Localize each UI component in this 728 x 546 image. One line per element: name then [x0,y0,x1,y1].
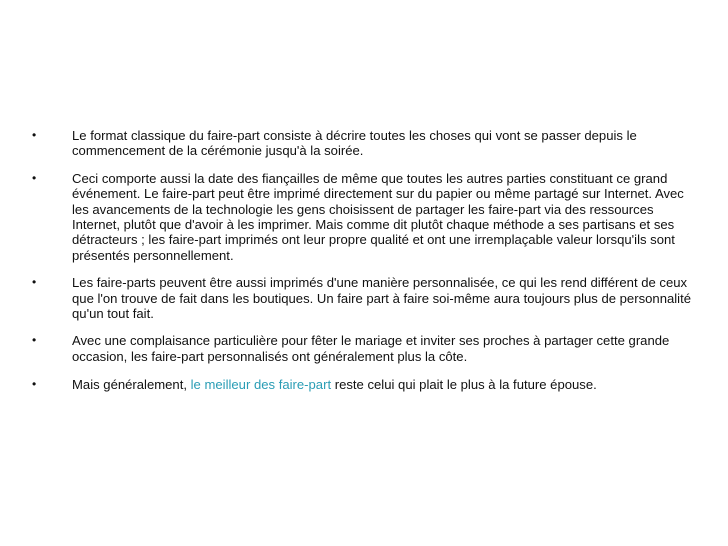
bullet-dot-icon: • [32,275,37,290]
bullet-dot-icon: • [32,333,37,348]
bullet-dot-icon: • [32,377,37,392]
bullet-text-after: reste celui qui plait le plus à la future épouse. [331,377,597,393]
bullet-item-2 [32,171,692,263]
bullet-item-4 [32,333,692,364]
bullet-text: Les faire-parts peuvent être aussi imprimés d'une manière personnalisée, ce qui les rend différent de ceux que l'on trouve de fait dans les boutiques. Un faire part à faire soi-même aura toujours plus de personnalité qu'un tout fait. [72,275,691,322]
faire-part-link[interactable]: le meilleur des faire-part [190,377,332,393]
bullet-text: Ceci comporte aussi la date des fiançailles de même que toutes les autres parties constituant ce grand événement. Le faire-part peut être imprimé directement sur du papier ou même partagé sur Internet. Avec les avancements de la technologie les gens choisissent de partager les faire-part via des ressources Internet, plutôt que d'avoir à les imprimer. Mais comme dit plutôt chaque méthode a ses partisans et ses détracteurs ; les faire-part imprimés ont leur propre qualité et ont une irremplaçable valeur lorsqu'ils sont présentés personnellement. [72,170,684,263]
bullet-text [72,377,692,392]
bullet-text: Avec une complaisance particulière pour fêter le mariage et inviter ses proches à partager cette grande occasion, les faire-part personnalisés ont généralement plus la côte. [72,333,670,364]
bullet-item-5 [32,377,692,392]
bullet-dot-icon: • [32,128,37,142]
bullet-dot-icon: • [32,170,37,185]
bullet-text: Le format classique du faire-part consiste à décrire toutes les choses qui vont se passer depuis le commencement de la cérémonie jusqu'à la soirée. [72,128,637,159]
bullet-text-before: Mais généralement, [72,377,191,393]
bullet-list [32,128,692,405]
bullet-item-1 [32,128,692,159]
bullet-item-3 [32,275,692,321]
